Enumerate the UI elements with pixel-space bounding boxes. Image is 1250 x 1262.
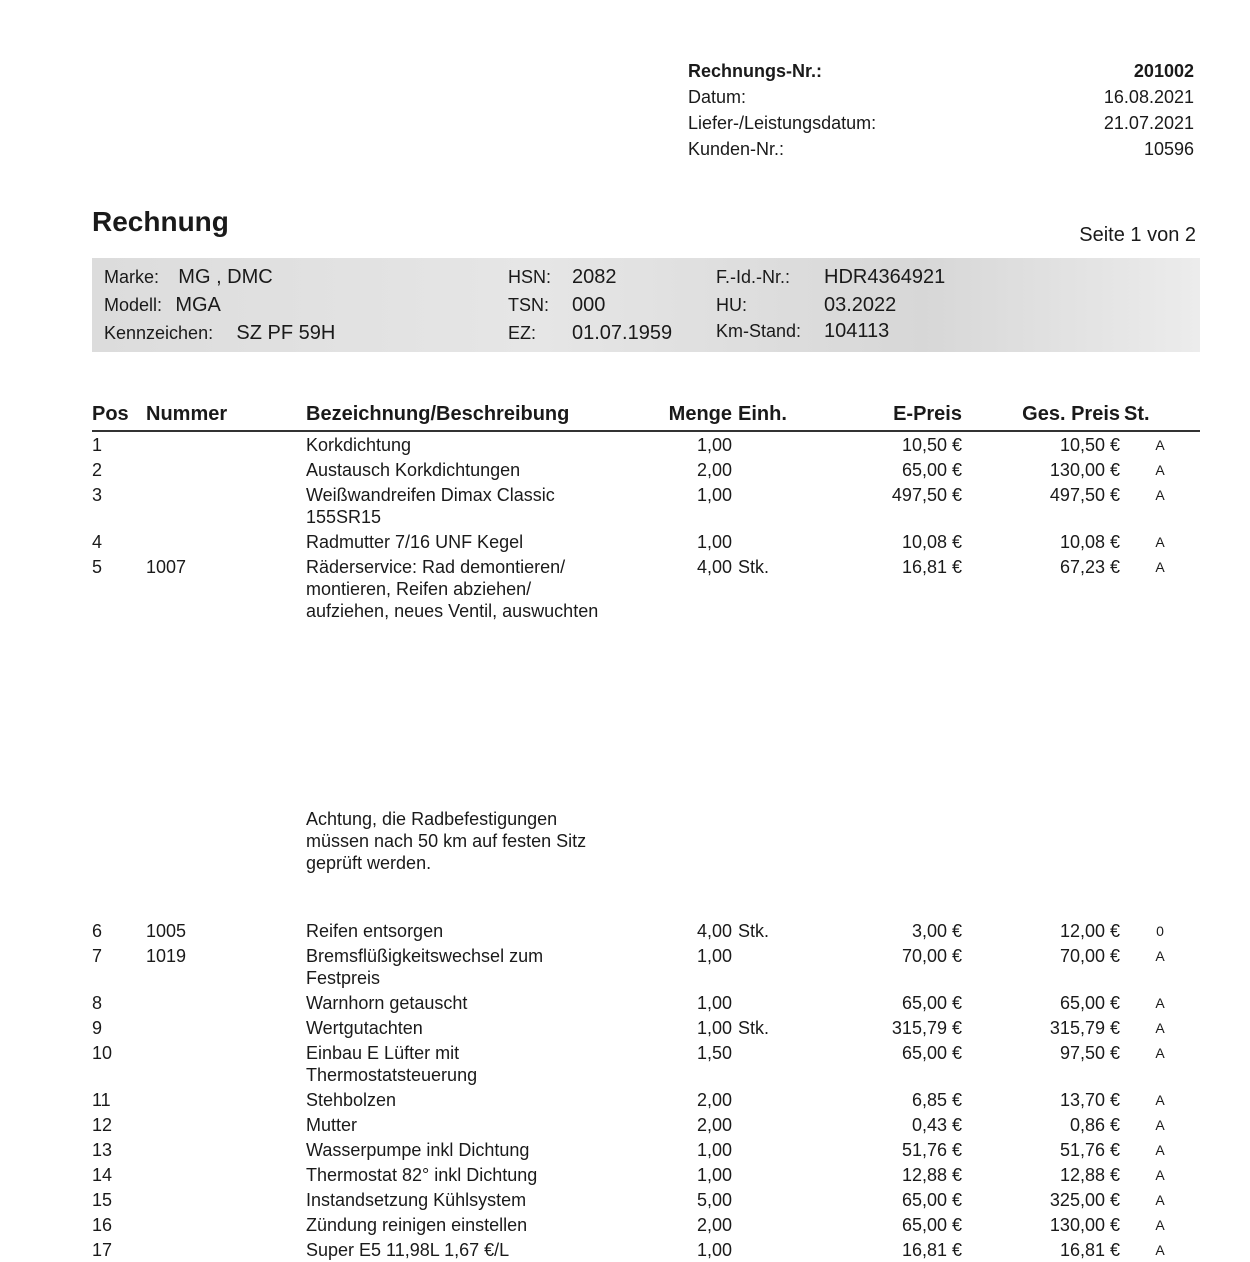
vehicle-hu-value: 03.2022 [824,294,897,316]
row-unit [732,529,812,554]
row-unit-price: 65,00 € [901,460,962,480]
header-total-price: Ges. Preis [962,400,1120,431]
row-description-line: montieren, Reifen abziehen/ [306,579,532,599]
row-quantity: 4,00 [696,921,732,941]
row-unit: Stk. [738,1018,770,1038]
row-tax: A [1155,1020,1165,1036]
spacer [92,623,1200,806]
row-pos: 16 [92,1215,113,1235]
table-row [92,554,1200,623]
row-quantity: 1,00 [696,435,732,455]
row-unit-price: 16,81 € [901,1240,962,1260]
note-line: Achtung, die Radbefestigungen [306,809,558,829]
row-description-line: Weißwandreifen Dimax Classic [306,485,555,505]
spacer [92,875,1200,918]
row-unit [732,1040,812,1087]
table-row [92,457,1200,482]
row-unit [732,1137,812,1162]
row-description: Korkdichtung [306,435,412,455]
meta-row-delivery-date [688,110,1194,136]
row-unit [732,431,812,457]
document-title: Rechnung [92,206,229,237]
row-unit-price: 16,81 € [901,557,962,577]
row-number [146,1137,306,1162]
vehicle-ez-label: EZ: [508,323,537,343]
table-row [92,1040,1200,1087]
meta-value: 10596 [1143,139,1194,159]
row-quantity: 1,00 [696,1240,732,1260]
row-unit-price: 70,00 € [901,946,962,966]
row-pos: 13 [92,1140,113,1160]
row-tax: A [1155,559,1165,575]
row-pos: 15 [92,1190,113,1210]
row-description: Reifen entsorgen [306,921,444,941]
row-unit-price: 65,00 € [901,1043,962,1063]
row-unit-price: 315,79 € [891,1018,962,1038]
row-description [306,1040,650,1087]
row-total-price: 12,88 € [1059,1165,1120,1185]
row-tax: A [1155,462,1165,478]
row-unit-price: 51,76 € [901,1140,962,1160]
row-pos: 11 [92,1090,111,1110]
note-line: geprüft werden. [306,853,432,873]
meta-label: Rechnungs-Nr.: [688,61,823,81]
meta-label: Liefer-/Leistungsdatum: [688,113,877,133]
row-tax: A [1155,1192,1165,1208]
row-tax: A [1155,534,1165,550]
meta-value: 201002 [1133,61,1194,81]
row-pos: 4 [92,532,103,552]
vehicle-fid-value: HDR4364921 [824,266,946,288]
vehicle-plate-value: SZ PF 59H [236,322,336,344]
invoice-meta [688,58,1194,162]
table-row [92,1187,1200,1212]
note-spacer [146,806,306,875]
vehicle-make [104,264,273,291]
table-row [92,1237,1200,1262]
row-unit-price: 65,00 € [901,1215,962,1235]
table-row [92,1112,1200,1137]
row-quantity: 1,00 [696,993,732,1013]
row-number [146,1087,306,1112]
vehicle-ez-value: 01.07.1959 [572,322,673,344]
header-quantity: Menge [650,400,732,431]
row-quantity: 2,00 [696,1215,732,1235]
row-quantity: 2,00 [696,460,732,480]
meta-row-customer-number [688,136,1194,162]
row-description: Warnhorn getauscht [306,993,468,1013]
row-pos: 10 [92,1043,113,1063]
meta-value: 21.07.2021 [1103,113,1194,133]
header-unit: Einh. [732,400,812,431]
row-unit [732,1087,812,1112]
row-pos: 2 [92,460,103,480]
note-spacer [732,806,1200,875]
wheel-note [306,806,732,875]
row-tax: A [1155,1242,1165,1258]
row-unit-price: 12,88 € [901,1165,962,1185]
row-quantity: 2,00 [696,1090,732,1110]
row-quantity: 1,00 [696,532,732,552]
row-unit [732,943,812,990]
table-row [92,431,1200,457]
vehicle-km [716,318,890,345]
row-total-price: 130,00 € [1049,460,1120,480]
row-quantity: 1,00 [696,1165,732,1185]
vehicle-plate-label: Kennzeichen: [104,323,214,343]
vehicle-tsn [508,292,606,319]
table-row [92,482,1200,529]
row-quantity: 1,00 [696,1140,732,1160]
page-indicator: Seite 1 von 2 [1079,224,1196,246]
vehicle-plate [104,320,335,347]
header-unit-price: E-Preis [812,400,962,431]
note-row [92,806,1200,875]
meta-label: Kunden-Nr.: [688,139,785,159]
meta-value: 16.08.2021 [1103,87,1194,107]
row-pos: 17 [92,1240,113,1260]
meta-row-date [688,84,1194,110]
row-number [146,1040,306,1087]
row-tax: A [1155,437,1165,453]
row-unit-price: 10,08 € [901,532,962,552]
row-description: Wasserpumpe inkl Dichtung [306,1140,530,1160]
table-row [92,918,1200,943]
table-row [92,990,1200,1015]
row-description: Thermostat 82° inkl Dichtung [306,1165,538,1185]
row-number: 1007 [146,557,187,577]
row-quantity: 4,00 [696,557,732,577]
row-tax: A [1155,1217,1165,1233]
row-quantity: 2,00 [696,1115,732,1135]
row-number [146,1112,306,1137]
row-total-price: 315,79 € [1049,1018,1120,1038]
row-tax: A [1155,487,1165,503]
vehicle-fid-label: F.-Id.-Nr.: [716,267,791,287]
row-unit-price: 6,85 € [911,1090,962,1110]
vehicle-model-value: MGA [175,294,221,316]
row-tax: A [1155,1142,1165,1158]
row-number [146,1015,306,1040]
row-quantity: 1,00 [696,485,732,505]
spacer-row [92,875,1200,918]
row-description [306,554,650,623]
row-total-price: 51,76 € [1059,1140,1120,1160]
row-pos: 3 [92,485,103,505]
vehicle-make-label: Marke: [104,267,160,287]
row-unit: Stk. [738,921,770,941]
row-pos: 6 [92,921,103,941]
row-quantity: 1,00 [696,946,732,966]
table-row [92,1212,1200,1237]
row-unit [732,1162,812,1187]
spacer-row [92,623,1200,806]
row-unit [732,457,812,482]
row-number [146,431,306,457]
vehicle-ez [508,320,673,347]
row-description-line: Festpreis [306,968,381,988]
row-number [146,1212,306,1237]
vehicle-hu-label: HU: [716,295,747,315]
table-row [92,1162,1200,1187]
row-number: 1019 [146,946,187,966]
row-total-price: 497,50 € [1049,485,1120,505]
row-tax: A [1155,1045,1165,1061]
row-total-price: 12,00 € [1059,921,1120,941]
note-spacer [92,806,146,875]
row-quantity: 1,00 [696,1018,732,1038]
vehicle-make-value: MG , DMC [178,266,273,288]
row-total-price: 325,00 € [1049,1190,1120,1210]
table-header-row [92,400,1200,431]
row-number [146,482,306,529]
header-tax: St. [1120,400,1200,431]
row-tax: A [1155,1167,1165,1183]
row-unit [732,1212,812,1237]
row-unit [732,1187,812,1212]
row-description-line: Räderservice: Rad demontieren/ [306,557,566,577]
row-description: Instandsetzung Kühlsystem [306,1190,527,1210]
row-total-price: 70,00 € [1059,946,1120,966]
table-row [92,1137,1200,1162]
row-tax: 0 [1156,923,1164,939]
row-unit-price: 497,50 € [891,485,962,505]
vehicle-tsn-value: 000 [572,294,606,316]
row-unit-price: 10,50 € [901,435,962,455]
row-pos: 14 [92,1165,113,1185]
row-description-line: Bremsflüßigkeitswechsel zum [306,946,544,966]
vehicle-hu [716,292,897,319]
table-row [92,943,1200,990]
row-pos: 5 [92,557,103,577]
row-description [306,943,650,990]
vehicle-km-label: Km-Stand: [716,321,802,341]
row-tax: A [1155,948,1165,964]
row-number [146,529,306,554]
row-description: Austausch Korkdichtungen [306,460,521,480]
row-unit [732,1112,812,1137]
row-total-price: 0,86 € [1069,1115,1120,1135]
row-unit-price: 65,00 € [901,1190,962,1210]
row-pos: 8 [92,993,103,1013]
line-items-table [92,400,1200,1262]
row-pos: 12 [92,1115,113,1135]
row-total-price: 130,00 € [1049,1215,1120,1235]
row-tax: A [1155,995,1165,1011]
row-unit [732,990,812,1015]
row-total-price: 10,50 € [1059,435,1120,455]
row-number: 1005 [146,921,187,941]
row-unit: Stk. [738,557,770,577]
table-row [92,1087,1200,1112]
row-tax: A [1155,1092,1165,1108]
row-quantity: 5,00 [696,1190,732,1210]
row-total-price: 97,50 € [1059,1043,1120,1063]
header-pos: Pos [92,400,146,431]
row-number [146,1237,306,1262]
row-total-price: 13,70 € [1059,1090,1120,1110]
vehicle-hsn-value: 2082 [572,266,617,288]
row-description [306,482,650,529]
vehicle-hsn-label: HSN: [508,267,552,287]
row-description-line: 155SR15 [306,507,382,527]
vehicle-model [104,292,221,319]
vehicle-info [92,258,1200,352]
row-description-line: aufziehen, neues Ventil, auswuchten [306,601,599,621]
row-description: Zündung reinigen einstellen [306,1215,528,1235]
meta-label: Datum: [688,87,747,107]
row-description-line: Einbau E Lüfter mit [306,1043,460,1063]
row-unit-price: 65,00 € [901,993,962,1013]
row-description-line: Thermostatsteuerung [306,1065,478,1085]
row-tax: A [1155,1117,1165,1133]
header-description: Bezeichnung/Beschreibung [306,400,650,431]
row-number [146,990,306,1015]
row-description: Radmutter 7/16 UNF Kegel [306,532,524,552]
row-number [146,1187,306,1212]
row-total-price: 65,00 € [1059,993,1120,1013]
vehicle-hsn [508,264,617,291]
note-line: müssen nach 50 km auf festen Sitz [306,831,587,851]
row-total-price: 67,23 € [1059,557,1120,577]
row-unit-price: 3,00 € [911,921,962,941]
row-pos: 7 [92,946,103,966]
row-number [146,457,306,482]
vehicle-fid [716,264,946,291]
row-pos: 1 [92,435,103,455]
meta-row-invoice-number [688,58,1194,84]
row-total-price: 16,81 € [1059,1240,1120,1260]
vehicle-km-value: 104113 [824,320,890,342]
row-quantity: 1,50 [696,1043,732,1063]
row-number [146,1162,306,1187]
table-row [92,1015,1200,1040]
header-number: Nummer [146,400,306,431]
row-description: Wertgutachten [306,1018,423,1038]
row-total-price: 10,08 € [1059,532,1120,552]
row-pos: 9 [92,1018,103,1038]
row-unit [732,482,812,529]
row-description: Mutter [306,1115,358,1135]
table-row [92,529,1200,554]
row-description: Stehbolzen [306,1090,397,1110]
row-description: Super E5 11,98L 1,67 €/L [306,1240,510,1260]
row-unit [732,1237,812,1262]
vehicle-tsn-label: TSN: [508,295,550,315]
row-unit-price: 0,43 € [911,1115,962,1135]
vehicle-model-label: Modell: [104,295,163,315]
